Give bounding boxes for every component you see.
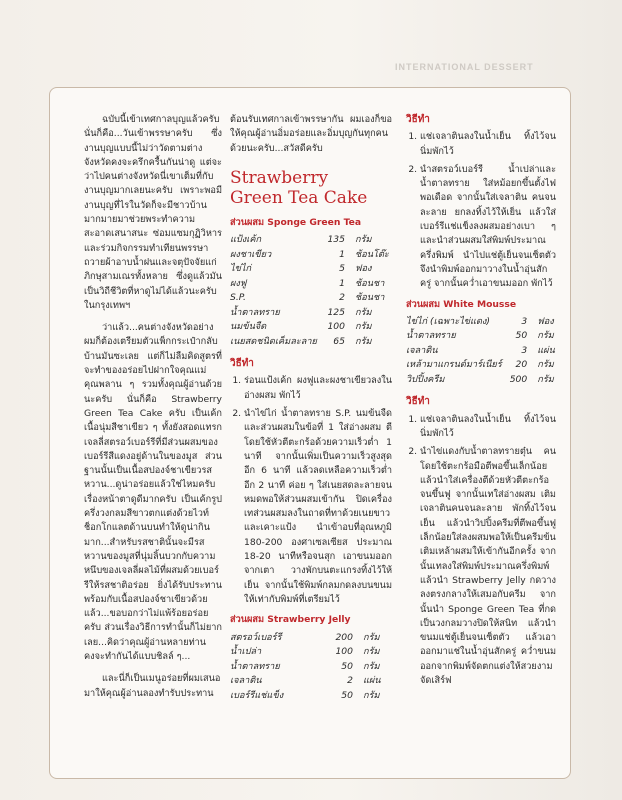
- mousse-method-heading: วิธีทำ: [406, 396, 430, 408]
- method-heading: วิธีทำ: [230, 358, 254, 370]
- recipe-title-line-2: Green Tea Cake: [230, 187, 368, 208]
- method-step: 1. ร่อนแป้งเค้ก ผงฟูและผงชาเขียวลงในอ่างผสม พักไว้: [244, 374, 392, 403]
- ingredient-row: [406, 329, 556, 344]
- ingredient-qty: 100: [335, 646, 353, 658]
- ingredient-name: ไข่ไก่: [230, 263, 252, 275]
- recipe-title-line-1: Strawberry: [230, 167, 329, 188]
- ingredient-name: น้ำเปล่า: [230, 646, 262, 658]
- ingredient-row: [230, 631, 392, 646]
- sponge-heading: ส่วนผสม Sponge Green Tea: [230, 216, 362, 228]
- mousse-heading: ส่วนผสม White Mousse: [406, 298, 517, 310]
- ingredient-qty: 50: [515, 330, 528, 342]
- ingredient-qty: 2: [339, 292, 345, 304]
- body-paragraph: ว่าแล้ว...คนต่างจังหวัดอย่างผมก็ต้องเตรียมตัวแพ็กกระเป๋ากลับบ้านมันซะเลย แต่ก็ไม่ลืมคิดสูตรที่จะทำของอร่อยไปฝากใจคุณแม่ คุณพลาน ๆ รวมทั้งคุณผู้อ่านด้วยนะครับ นั่นก็คือ Strawberry Green Tea Cake ครับ เป็นเค้กเนื้อนุ่มสีชาเขียว ๆ ทั้งยังสอดแทรกเจลลี่สตรอว์เบอร์รีที่มีส่วนผสมของเบอร์รีสีแดงอยู่ด้านในของมูส ส่วนฐานนั้นเป็นเนื้อสปองจ์ชาเขียวรสหวาน...ดูน่าอร่อยแล้วใช่ไหมครับ เรื่องหน้าตาดูดีมากครับ เป็นเค้กรูปครึ่งวงกลมสีขาวตกแต่งด้วยไวท์ช็อกโกแลตด้านบนทำให้ดูน่ากินมาก...สำหรับรสชาตินั้นจะมีรสหวานของมูสที่นุ่มลิ้นบวกกับความหนึบของเจลลี่ผลไม้ที่ผสมด้วยเบอร์รีให้รสชาติอร่อย ยิ่งได้รับประทานพร้อมกับเนื้อสปองจ์ชาเขียวด้วยแล้ว...ขอบอกว่าไม่แพ้ร้อยอร่อยครับ ส่วนเรื่องวิธีการทำนั้นก็ไม่ยากเลย...คิดว่าคุณผู้อ่านหลายท่านคงจะทำกันได้แบบชิลล์ ๆ...: [84, 322, 222, 662]
- ingredient-row: [230, 248, 392, 263]
- ingredient-row: [406, 358, 556, 373]
- ingredient-row: [230, 306, 392, 321]
- ingredient-unit: กรัม: [355, 321, 372, 333]
- ingredient-qty: 20: [515, 359, 528, 371]
- mousse-ingredients: [406, 315, 556, 388]
- ingredient-row: [230, 233, 392, 248]
- article-column-3: [406, 113, 556, 692]
- ingredient-row: [230, 320, 392, 335]
- ingredient-qty: 65: [333, 335, 345, 347]
- ingredient-name: เบอร์รีแช่แข็ง: [230, 689, 284, 701]
- ingredient-qty: 135: [327, 234, 345, 246]
- ingredient-unit: ช้อนชา: [355, 292, 385, 304]
- closing-paragraph: และนี่ก็เป็นเมนูอร่อยที่ผมเสนอมาให้คุณผู้อ่านลองทำรับประทาน: [84, 673, 221, 699]
- ingredient-name: นมข้นจืด: [230, 321, 267, 333]
- ingredient-unit: กรัม: [355, 335, 372, 347]
- ingredient-name: ไข่ไก่ (เฉพาะไข่แดง): [406, 315, 490, 327]
- method-step: 2. นำไข่แดงกับน้ำตาลทรายตุ๋น คนโดยใช้ตะกร้อมือตีพอขึ้นเล็กน้อย แล้วนำใส่เครื่องตีด้วยหัวตีตะกร้อจนขึ้นฟู จากนั้นเทใส่อ่างผสม เติมเจลาตินคนจนละลาย พักทิ้งไว้จนเย็น แล้วนำวิปปิ้งครีมที่ตีพอขึ้นฟูเล็กน้อยใส่ลงผสมพอให้เป็นครีมข้น เติมเหล้าผสมให้เข้ากันอีกครั้ง จากนั้นเทลงใส่พิมพ์ประมาณครึ่งพิมพ์ แล้วนำ Strawberry Jelly กดวางลงตรงกลางให้เสมอกับครีม จากนั้นนำ Sponge Green Tea ที่กดเป็นวงกลมวางปิดให้สนิท แล้วนำขนมแช่ตู้เย็นจนเซ็ตตัว แล้วเอาออกมาแช่ในน้ำอุ่นสักครู่ คว่ำขนมออกจากพิมพ์จัดตกแต่งให้สวยงาม จัดเสิร์ฟ: [420, 445, 556, 688]
- ingredient-unit: แผ่น: [537, 344, 555, 356]
- ingredient-unit: กรัม: [537, 359, 554, 371]
- ingredient-unit: กรัม: [537, 373, 554, 385]
- ingredient-qty: 3: [521, 344, 528, 356]
- ingredient-unit: กรัม: [363, 646, 380, 658]
- ingredient-unit: กรัม: [355, 306, 372, 318]
- jelly-method-list: [406, 130, 556, 291]
- ingredient-name: น้ำตาลทราย: [230, 660, 280, 672]
- ingredient-qty: 5: [339, 263, 345, 275]
- ingredient-unit: ช้อนชา: [355, 277, 385, 289]
- ingredient-qty: 125: [327, 306, 345, 318]
- recipe-title: [230, 168, 392, 208]
- ingredient-row: [230, 660, 392, 675]
- ingredient-name: S.P.: [230, 292, 246, 304]
- ingredient-name: เหล้ามาแกรนด์มาร์เนียร์: [406, 359, 502, 371]
- ingredient-unit: กรัม: [537, 330, 554, 342]
- ingredient-name: เจลาติน: [230, 675, 262, 687]
- ingredient-unit: กรัม: [363, 631, 380, 643]
- ingredient-name: ผงชาเขียว: [230, 248, 272, 260]
- ingredient-qty: 200: [335, 631, 353, 643]
- ingredient-row: [230, 291, 392, 306]
- ingredient-qty: 50: [341, 660, 353, 672]
- method-step: 2. นำไข่ไก่ น้ำตาลทราย S.P. นมข้นจืดและส่วนผสมในข้อที่ 1 ใส่อ่างผสม ตีโดยใช้หัวตีตะกร้อด้วยความเร็วต่ำ 1 นาที จากนั้นเพิ่มเป็นความเร็วสูงสุดอีก 6 นาที แล้วลดเหลือความเร็วต่ำอีก 2 นาที ค่อย ๆ ใส่เนยสดละลายจนหมดพอให้ส่วนผสมเข้ากัน ปิดเครื่อง เทส่วนผสมลงในถาดที่ทาด้วยเนยขาวและเคาะแป้ง นำเข้าอบที่อุณหภูมิ 180-200 องศาเซลเซียส ประมาณ 18-20 นาทีหรือจนสุก เอาขนมออกจากเตา วางพักบนตะแกรงทิ้งไว้ให้เย็น จากนั้นใช้พิมพ์กลมกดลงบนขนมให้เท่ากับพิมพ์ที่เตรียมไว้: [244, 407, 392, 607]
- ingredient-row: [230, 262, 392, 277]
- ingredient-unit: ฟอง: [355, 263, 372, 275]
- method-step: 2. นำสตรอว์เบอร์รี น้ำเปล่าและน้ำตาลทราย ใส่หม้อยกขึ้นตั้งไฟพอเดือด จากนั้นใส่เจลาติน คนจนละลาย ยกลงทิ้งไว้ให้เย็น แล้วใส่เบอร์รีแช่แข็งลงผสมอย่างเบา ๆ และนำส่วนผสมใส่พิมพ์ประมาณครึ่งพิมพ์ นำไปแช่ตู้เย็นจนเซ็ตตัว จึงนำพิมพ์ออกมาวางในน้ำอุ่นสักครู่ จากนั้นคว่ำเอาขนมออก พักไว้: [420, 163, 556, 292]
- sponge-method-list: [230, 374, 392, 607]
- ingredient-qty: 1: [339, 277, 345, 289]
- ingredient-qty: 2: [347, 675, 353, 687]
- ingredient-qty: 1: [339, 248, 345, 260]
- ingredient-qty: 50: [341, 689, 353, 701]
- ingredient-row: [230, 674, 392, 689]
- ingredient-row: [406, 344, 556, 359]
- ingredient-name: เจลาติน: [406, 344, 438, 356]
- ingredient-unit: แผ่น: [363, 675, 381, 687]
- article-column-2: [230, 113, 392, 707]
- jelly-heading: ส่วนผสม Strawberry Jelly: [230, 614, 351, 626]
- ingredient-name: น้ำตาลทราย: [406, 330, 456, 342]
- ingredient-row: [230, 645, 392, 660]
- ingredient-unit: กรัม: [363, 689, 380, 701]
- ingredient-qty: 100: [327, 321, 345, 333]
- ingredient-unit: ฟอง: [537, 315, 554, 327]
- ingredient-name: แป้งเค้ก: [230, 234, 262, 246]
- section-header: INTERNATIONAL DESSERT: [395, 62, 534, 72]
- ingredient-row: [230, 689, 392, 704]
- jelly-ingredients: [230, 631, 392, 704]
- ingredient-unit: กรัม: [363, 660, 380, 672]
- ingredient-row: [406, 373, 556, 388]
- ingredient-name: วิปปิ้งครีม: [406, 373, 445, 385]
- closing-continued: ต้อนรับเทศกาลเข้าพรรษากัน ผมเองก็ขอให้คุณผู้อ่านอิ่มอร่อยและอิ่มบุญกันทุกคนด้วยนะครับ...สวัสดีครับ: [230, 114, 392, 154]
- ingredient-row: [230, 335, 392, 350]
- ingredient-name: ผงฟู: [230, 277, 247, 289]
- article-column-1: [84, 113, 222, 709]
- ingredient-name: น้ำตาลทราย: [230, 306, 280, 318]
- ingredient-row: [230, 277, 392, 292]
- ingredient-unit: กรัม: [355, 234, 372, 246]
- ingredient-qty: 3: [521, 315, 528, 327]
- ingredient-name: สตรอว์เบอร์รี: [230, 631, 282, 643]
- ingredient-row: [406, 315, 556, 330]
- mousse-method-list: [406, 413, 556, 689]
- intro-paragraph: ฉบับนี้เข้าเทศกาลบุญแล้วครับ นั่นก็คือ...วันเข้าพรรษาครับ ซึ่งงานบุญแบบนี้ไม่ว่าวัดตามต่างจังหวัดคงจะครึกครื้นกันน่าดู แต่จะว่าไปคนต่างจังหวัดนี่เขาเต็มที่กับงานบุญมากเลยนะครับ เพราะพอมีงานบุญที่ไรในวัดก็จะมีชาวบ้านมากมายมาช่วยพระทำความสะอาดเสนาสนะ ซ่อมแซมกุฏิวิหาร และร่วมกิจกรรมทำเทียนพรรษาถวายผ้าอาบน้ำฝนและจตุปัจจัยแก่ภิกษุสามเณรทั้งหลาย ซึ่งดูแล้วมันเป็นวิถีชีวิตที่หาดูไม่ได้แล้วนะครับในกรุงเทพฯ: [84, 114, 222, 311]
- sponge-ingredients: [230, 233, 392, 349]
- ingredient-unit: ช้อนโต๊ะ: [355, 248, 389, 260]
- ingredient-qty: 500: [509, 373, 528, 385]
- method-step: 1. แช่เจลาตินลงในน้ำเย็น ทิ้งไว้จนนิ่มพักไว้: [420, 130, 556, 159]
- ingredient-name: เนยสดชนิดเค็มละลาย: [230, 335, 317, 347]
- method-step: 1. แช่เจลาตินลงในน้ำเย็น ทิ้งไว้จนนิ่มพักไว้: [420, 413, 556, 442]
- jelly-method-heading: วิธีทำ: [406, 114, 430, 125]
